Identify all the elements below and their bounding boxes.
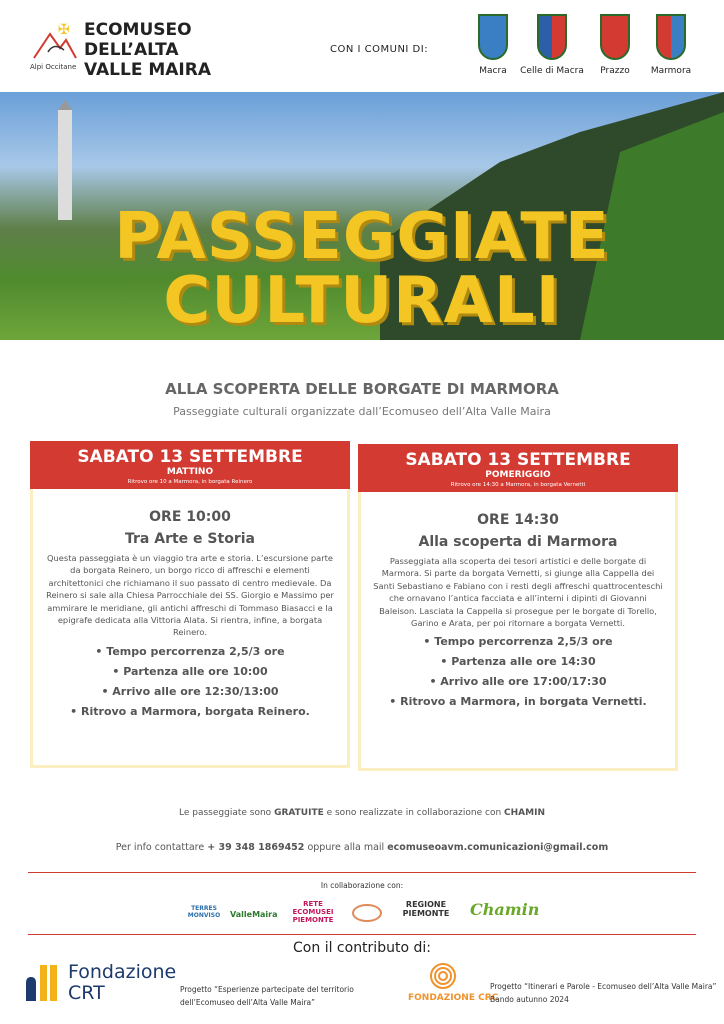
fondazione-crt-icon (26, 965, 60, 1001)
event-card-header (30, 441, 350, 489)
event-detail: • Partenza alle ore 14:30 (440, 655, 596, 669)
contact-info (0, 842, 724, 853)
text: oppure alla mail (304, 842, 388, 853)
subtitle: ALLA SCOPERTA DELLE BORGATE DI MARMORA (165, 380, 559, 398)
comune-label: Marmora (650, 66, 692, 76)
svg-text:✠: ✠ (58, 22, 70, 38)
text-bold: CHAMIN (504, 808, 545, 818)
event-detail: • Ritrovo a Marmora, in borgata Vernetti. (389, 695, 647, 709)
divider (28, 934, 696, 935)
contrib-label: Con il contributo di: (293, 940, 431, 956)
text: Fondazione (68, 961, 177, 983)
event-details (33, 642, 347, 722)
ecomuseo-logo-icon (30, 22, 78, 62)
partner-chamin: Chamin (470, 900, 540, 919)
event-details (361, 632, 675, 712)
event-meeting: Ritrovo ore 10 a Marmora, in borgata Reinero (127, 479, 253, 485)
collab-label: In collaborazione con: (320, 881, 404, 890)
partner-rete-ecomusei: RETE ECOMUSEI PIEMONTE (292, 900, 334, 924)
event-card-header (358, 444, 678, 492)
fondazione-crt-name (68, 962, 176, 1004)
email-link[interactable]: ecomuseoavm.comunicazioni@gmail.com (387, 842, 609, 853)
comune-celle (517, 14, 587, 76)
comune-label: Macra (479, 66, 507, 76)
event-time: ORE 10:00 (149, 509, 231, 525)
crest-icon (656, 14, 686, 60)
event-meeting: Ritrovo ore 14:30 a Marmora, in borgata Vernetti (450, 482, 586, 488)
subtitle-secondary: Passeggiate culturali organizzate dall’Ecomuseo dell’Alta Valle Maira (173, 405, 551, 418)
title-line: PASSEGGIATE (114, 200, 610, 274)
event-date: SABATO 13 SETTEMBRE (405, 450, 631, 470)
fondazione-crc-name: FONDAZIONE CRC (408, 993, 499, 1003)
crest-icon (537, 14, 567, 60)
partner-regione-piemonte: REGIONE PIEMONTE (402, 900, 450, 918)
event-detail: • Arrivo alle ore 12:30/13:00 (101, 684, 279, 698)
main-title (0, 200, 724, 338)
logo-title (84, 20, 211, 80)
text: Per info contattare (115, 842, 208, 853)
logo-subtitle: Alpi Occitane (30, 63, 77, 71)
event-period: MATTINO (166, 467, 214, 477)
event-title: Alla scoperta di Marmora (418, 534, 618, 550)
event-description: Passeggiata alla scoperta dei tesori artistici e delle borgate di Marmora. Si parte da borgata Vernetti, si giunge alla Cappella dei Santi Sebastiano e Fabiano con i resti degli affreschi quattrocenteschi che ornavano l’antica facciata e all’interni i dipinti di Giovanni Baleison. Lasciata la Cappella si prosegue per le borgate di Torello, Garino e Arata, per poi ritornare a borgata Vernetti. (373, 556, 663, 629)
event-detail: • Ritrovo a Marmora, borgata Reinero. (70, 704, 310, 718)
event-detail: • Tempo percorrenza 2,5/3 ore (423, 635, 613, 649)
fondazione-crc-icon (425, 962, 461, 990)
event-detail: • Tempo percorrenza 2,5/3 ore (95, 644, 285, 658)
event-title: Tra Arte e Storia (125, 531, 255, 547)
title-line: CULTURALI (163, 264, 561, 338)
partner-logo-swirl (352, 904, 382, 922)
crest-icon (478, 14, 508, 60)
comune-label: Prazzo (600, 66, 630, 76)
logo-line: ECOMUSEO (84, 20, 192, 40)
crc-project: Progetto “Itinerari e Parole - Ecomuseo dell’Alta Valle Maira” Bando autunno 2024 (490, 982, 717, 1004)
event-detail: • Partenza alle ore 10:00 (112, 664, 268, 678)
event-time: ORE 14:30 (477, 512, 559, 528)
event-detail: • Arrivo alle ore 17:00/17:30 (429, 675, 607, 689)
free-notice (0, 808, 724, 818)
event-card-morning (30, 441, 350, 768)
partner-terres-monviso: TERRES MONVISO (187, 905, 221, 919)
text: CRT (68, 982, 105, 1004)
divider (28, 872, 696, 873)
text-bold: GRATUITE (274, 808, 324, 818)
logo-line: DELL’ALTA (84, 40, 179, 60)
comuni-label: CON I COMUNI DI: (330, 44, 429, 55)
text: Le passeggiate sono (179, 808, 275, 818)
partner-valle-maira: ValleMaira (230, 910, 278, 919)
crt-project: Progetto “Esperienze partecipate del territorio dell’Ecomuseo dell’Alta Valle Maira” (180, 985, 354, 1007)
event-card-afternoon (358, 444, 678, 771)
event-period: POMERIGGIO (485, 470, 551, 480)
event-description: Questa passeggiata è un viaggio tra arte e storia. L’escursione parte da borgata Reinero, un borgo ricco di affreschi e elementi architettonici che richiamano il suo passato di centro medievale. Da Reinero si sale alla Chiesa Parrocchiale dei SS. Giorgio e Massimo per ammirare le meridiane, gli antichi affreschi di Tommaso Biasacci e la epigrafe dedicata alla Vittoria Alata. Si rientra, infine, a borgata Reinero. (46, 553, 334, 638)
comune-marmora (636, 14, 706, 76)
comune-label: Celle di Macra (520, 66, 584, 76)
logo-line: VALLE MAIRA (84, 60, 212, 80)
event-date: SABATO 13 SETTEMBRE (77, 447, 303, 467)
bell-tower (50, 100, 80, 220)
crest-icon (600, 14, 630, 60)
phone-number[interactable]: + 39 348 1869452 (207, 842, 305, 853)
text: e sono realizzate in collaborazione con (323, 808, 505, 818)
